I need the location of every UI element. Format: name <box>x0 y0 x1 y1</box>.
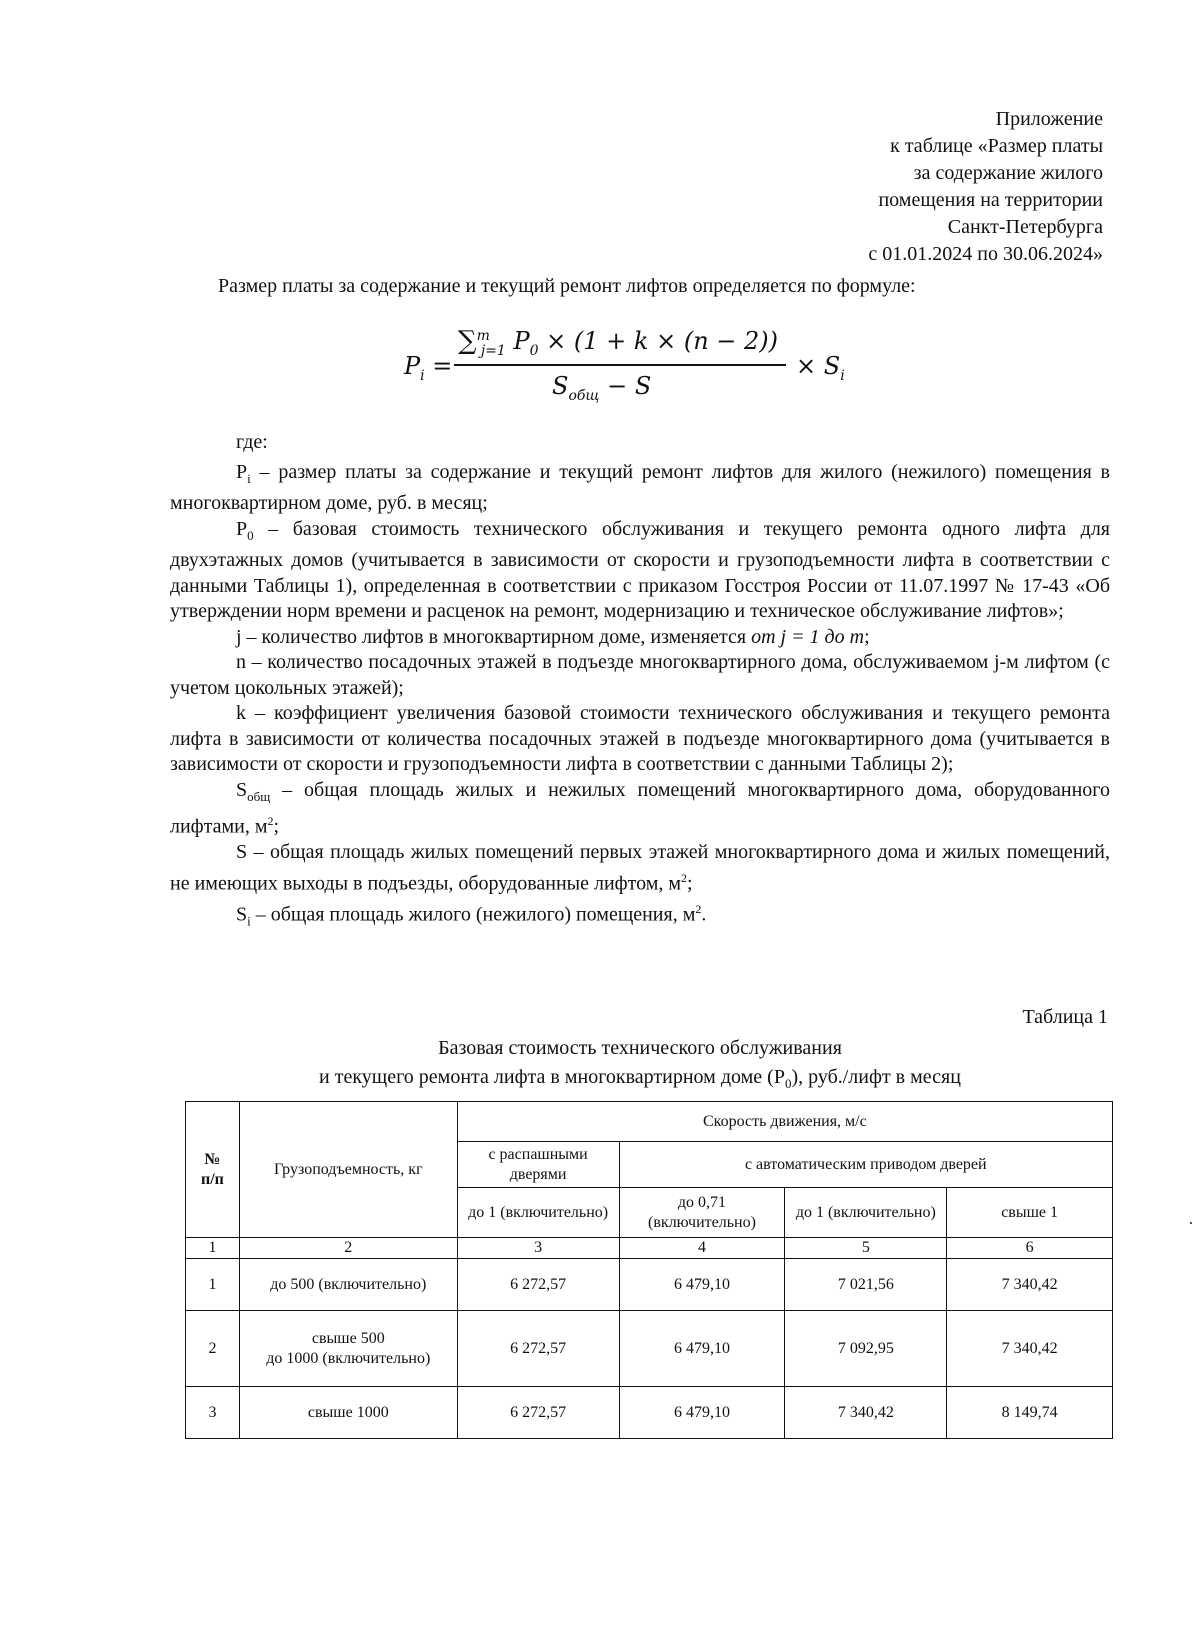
appendix-line: помещения на территории <box>878 189 1103 211</box>
appendix-line: Санкт-Петербурга <box>947 216 1103 238</box>
header-col-5: до 1 (включительно) <box>785 1188 947 1238</box>
cell-value: 7 340,42 <box>947 1311 1113 1387</box>
table-row <box>186 1259 1113 1311</box>
intro-text: Размер платы за содержание и текущий ремонт лифтов определяется по формуле: <box>218 275 916 297</box>
header-col-4: до 0,71 (включительно) <box>619 1188 785 1238</box>
formula-numerator: ∑$^m_{j=1}$ $P_0 \times (1 + k \times (n - 2))$ <box>458 326 779 359</box>
def-n: n – количество посадочных этажей в подъезде многоквартирного дома, обслуживаемом j-м лифтом (с учетом цокольных этажей); <box>170 651 1110 699</box>
appendix-line: к таблице «Размер платы <box>890 135 1103 157</box>
appendix-line: с 01.01.2024 по 30.06.2024» <box>868 243 1103 265</box>
def-s: S – общая площадь жилых помещений первых этажей многоквартирного дома и жилых помещений, не имеющих выходы в подъезды, оборудованные лифтом, $м^2$; <box>170 841 1110 895</box>
col-number: 6 <box>947 1238 1113 1259</box>
table-title-line: и текущего ремонта лифта в многоквартирном доме $(P_0)$, руб./лифт в месяц <box>319 1066 961 1091</box>
header-capacity: Грузоподъемность, кг <box>239 1102 457 1238</box>
cell-value: 7 340,42 <box>785 1387 947 1439</box>
fraction-bar <box>454 364 786 366</box>
formula <box>404 322 874 410</box>
table-row <box>186 1311 1113 1387</box>
col-number: 2 <box>239 1238 457 1259</box>
cell-value: 6 479,10 <box>619 1311 785 1387</box>
cell-value: 6 272,57 <box>457 1311 619 1387</box>
where-label: где: <box>236 431 268 453</box>
cell-value: 8 149,74 <box>947 1387 1113 1439</box>
scan-dot <box>1190 1222 1192 1224</box>
cell-value: 7 092,95 <box>785 1311 947 1387</box>
cell-value: 7 021,56 <box>785 1259 947 1311</box>
def-p0: $P_0$ – базовая стоимость технического обслуживания и текущего ремонта одного лифта для двухэтажных домов (учитывается в зависимости от скорости и грузоподъемности лифта в соответствии с данными Таблицы 1), определенная в соответствии с приказом Госстроя России от 11.07.1997 № 17-43 «Об утверждении норм времени и расценок на ремонт, модернизацию и техническое обслуживание лифтов»; <box>170 517 1110 622</box>
header-num: № п/п <box>186 1102 240 1238</box>
table-row <box>186 1387 1113 1439</box>
cell-value: 6 272,57 <box>457 1387 619 1439</box>
cell-num: 1 <box>186 1259 240 1311</box>
appendix-heading <box>683 106 1103 268</box>
header-swing-doors: с распашными дверями <box>457 1142 619 1188</box>
header-col-6: свыше 1 <box>947 1188 1113 1238</box>
cell-num: 2 <box>186 1311 240 1387</box>
col-number: 4 <box>619 1238 785 1259</box>
appendix-line: за содержание жилого <box>913 162 1103 184</box>
cell-capacity: свыше 1000 <box>239 1387 457 1439</box>
cell-num: 3 <box>186 1387 240 1439</box>
def-k: k – коэффициент увеличения базовой стоимости технического обслуживания и текущего ремонта лифта в зависимости от количества посадочных этажей в подъезде многоквартирного дома (учитывается в зависимости от скорости и грузоподъемности лифта в соответствии с данными Таблицы 2); <box>170 702 1110 775</box>
col-number: 3 <box>457 1238 619 1259</box>
price-table <box>185 1101 1113 1439</box>
formula-denominator: $S_{общ} - S$ <box>552 372 652 404</box>
header-speed: Скорость движения, м/с <box>457 1102 1112 1142</box>
def-si: $S_i$ – общая площадь жилого (нежилого) помещения, $м^2$. <box>236 901 707 929</box>
header-auto-doors: с автоматическим приводом дверей <box>619 1142 1112 1188</box>
formula-rhs: × $S_i$ <box>796 352 845 384</box>
col-number: 5 <box>785 1238 947 1259</box>
definitions <box>170 430 1110 934</box>
header-col-3: до 1 (включительно) <box>457 1188 619 1238</box>
cell-value: 6 479,10 <box>619 1387 785 1439</box>
cell-capacity: до 500 (включительно) <box>239 1259 457 1311</box>
def-sobsh: $S_{общ}$ – общая площадь жилых и нежилых помещений многоквартирного дома, оборудованного лифтами, $м^2$; <box>170 778 1110 838</box>
cell-value: 7 340,42 <box>947 1259 1113 1311</box>
def-pi: $P_i$ – размер платы за содержание и текущий ремонт лифтов для жилого (нежилого) помещения в многоквартирном доме, руб. в месяц; <box>170 460 1110 514</box>
formula-lhs: $P_i$ = <box>404 352 453 384</box>
appendix-line: Приложение <box>995 108 1103 130</box>
table-title-line: Базовая стоимость технического обслуживания <box>438 1037 842 1059</box>
col-number: 1 <box>186 1238 240 1259</box>
table-label: Таблица 1 <box>1022 1006 1108 1028</box>
cell-value: 6 479,10 <box>619 1259 785 1311</box>
cell-capacity: свыше 500 до 1000 (включительно) <box>239 1311 457 1387</box>
def-j: j – количество лифтов в многоквартирном доме, изменяется от j = 1 до m; <box>236 625 870 648</box>
table-title <box>170 1034 1110 1098</box>
cell-value: 6 272,57 <box>457 1259 619 1311</box>
